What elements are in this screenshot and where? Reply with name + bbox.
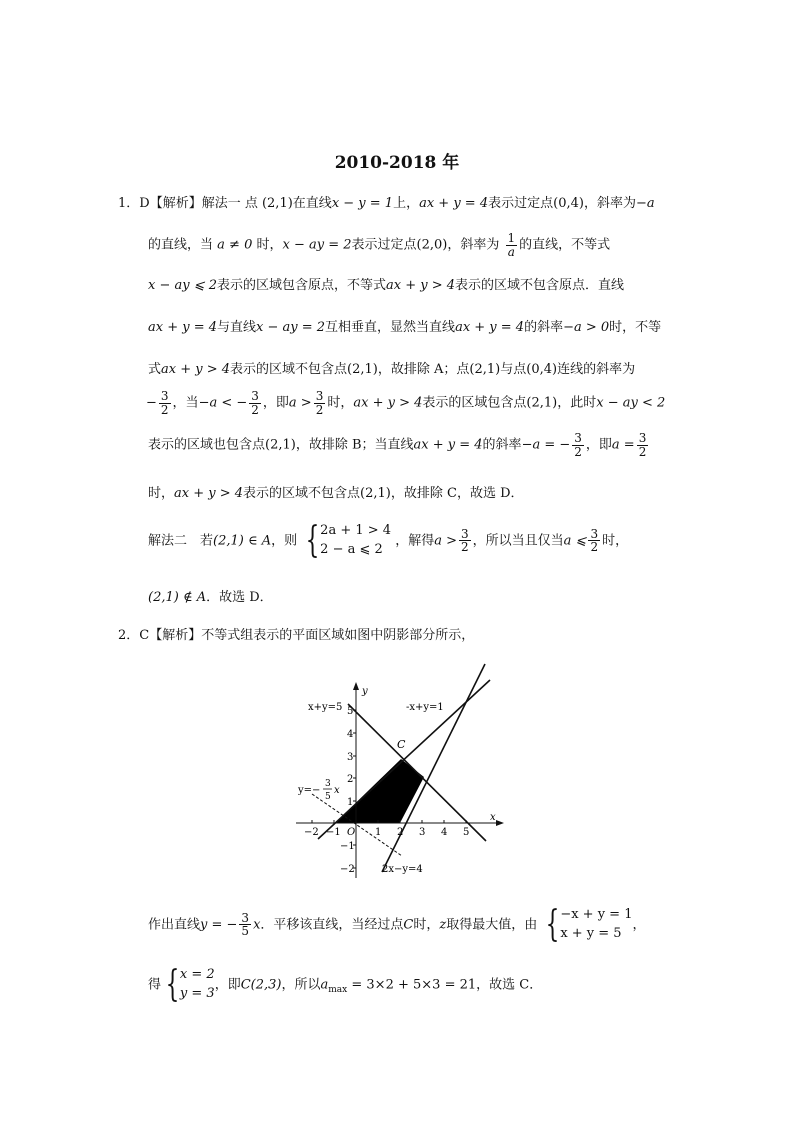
y-tick-neg1: −1 bbox=[340, 841, 355, 852]
q1-line-3: x − ay ⩽ 2表示的区域包含原点，不等式ax + y > 4表示的区域不包含原点．直线 bbox=[148, 278, 625, 293]
equation-system-3: x = 2 y = 3 bbox=[179, 967, 215, 1001]
q2-line-2: 作出直线y = − $\frac{3}{5}$ x．平移该直线，当经过点C时，z取得最大值，由 { −x + y = 1 x + y = 5 ， bbox=[148, 903, 646, 945]
y-tick-3: 3 bbox=[347, 752, 354, 763]
q1-line-2: 的直线，当 a ≠ 0 时，x − ay = 2表示过定点(2,0)，斜率为 $\frac{1}{a}$ 的直线，不等式 bbox=[148, 231, 611, 259]
page-title: 2010-2018 年 bbox=[334, 153, 460, 173]
fraction-1-over-a: $\frac{1}{a}$ bbox=[507, 231, 516, 259]
label-x-plus-y-5: x+y=5 bbox=[308, 702, 343, 713]
feasible-region-figure bbox=[290, 660, 510, 882]
x-tick-4: 4 bbox=[441, 827, 448, 838]
label-y-x: x bbox=[334, 785, 340, 796]
x-tick-neg1: −1 bbox=[326, 827, 341, 838]
label-y-eq: y=− bbox=[298, 785, 321, 796]
label-y-den: 5 bbox=[325, 792, 331, 802]
q1-line-6: − $\frac{3}{2}$ ，当−a < − $\frac{3}{2}$ ，即a > $\frac{3}{2}$ 时，ax + y > 4表示的区域包含点(2,1)，此时x − ay < 2 bbox=[146, 389, 666, 417]
q1-line-10: (2,1) ∉ A．故选 D． bbox=[148, 590, 273, 605]
q1-line-4: ax + y = 4与直线x − ay = 2互相垂直，显然当直线ax + y = 4的斜率−a > 0时，不等 bbox=[148, 320, 662, 335]
x-axis-arrow bbox=[496, 820, 504, 826]
label-y-num: 3 bbox=[325, 779, 331, 789]
y-tick-neg2: −2 bbox=[340, 864, 355, 875]
label-2x-minus-y-4: 2x−y=4 bbox=[382, 864, 423, 875]
y-tick-2: 2 bbox=[347, 774, 354, 785]
label-neg-x-plus-y-1: -x+y=1 bbox=[406, 702, 444, 713]
q2-line-3: 得 { x = 2 y = 3 ，即C(2,3)，所以$a_{max} = 3\times 2 + 5\times 3 = 21$，故选 C． bbox=[148, 963, 543, 1005]
x-tick-2: 2 bbox=[397, 827, 404, 838]
q1-line-1: 1．D【解析】解法一 点 (2,1)在直线x − y = 1上，ax + y = 4表示过定点(0,4)，斜率为−a bbox=[118, 196, 655, 211]
label-origin: O bbox=[347, 827, 356, 838]
label-point-c: C bbox=[397, 738, 406, 751]
x-tick-1: 1 bbox=[375, 827, 382, 838]
q1-line-8: 时，ax + y > 4表示的区域不包含点(2,1)，故排除 C，故选 D． bbox=[148, 486, 524, 501]
label-x-axis: x bbox=[490, 812, 496, 823]
y-tick-1: 1 bbox=[347, 797, 354, 808]
equation-system-1: 2a + 1 > 4 2 − a ⩽ 2 bbox=[320, 523, 392, 557]
label-y-axis: y bbox=[362, 686, 368, 697]
q1-line-7: 表示的区域也包含点(2,1)，故排除 B；当直线ax + y = 4的斜率−a = − $\frac{3}{2}$ ，即a = $\frac{3}{2}$ bbox=[148, 431, 647, 459]
q2-line-1: 2．C【解析】不等式组表示的平面区域如图中阴影部分所示， bbox=[118, 628, 475, 643]
equation-system-2: −x + y = 1 x + y = 5 bbox=[560, 907, 633, 941]
y-axis-arrow bbox=[353, 682, 359, 690]
q1-line-5: 式ax + y > 4表示的区域不包含点(2,1)，故排除 A；点(2,1)与点(0,4)连线的斜率为 bbox=[148, 362, 636, 377]
y-tick-4: 4 bbox=[347, 729, 354, 740]
x-tick-3: 3 bbox=[419, 827, 426, 838]
q1-line-9: 解法二 若(2,1) ∈ A，则 { 2a + 1 > 4 2 − a ⩽ 2 ，解得a > $\frac{3}{2}$ ，所以当且仅当a ⩽ $\frac{3}{2}$ 时， bbox=[148, 519, 629, 561]
y-tick-labels bbox=[340, 706, 355, 875]
y-tick-5: 5 bbox=[347, 706, 354, 717]
x-tick-5: 5 bbox=[463, 827, 470, 838]
x-tick-labels bbox=[304, 827, 469, 838]
x-tick-neg2: −2 bbox=[304, 827, 319, 838]
